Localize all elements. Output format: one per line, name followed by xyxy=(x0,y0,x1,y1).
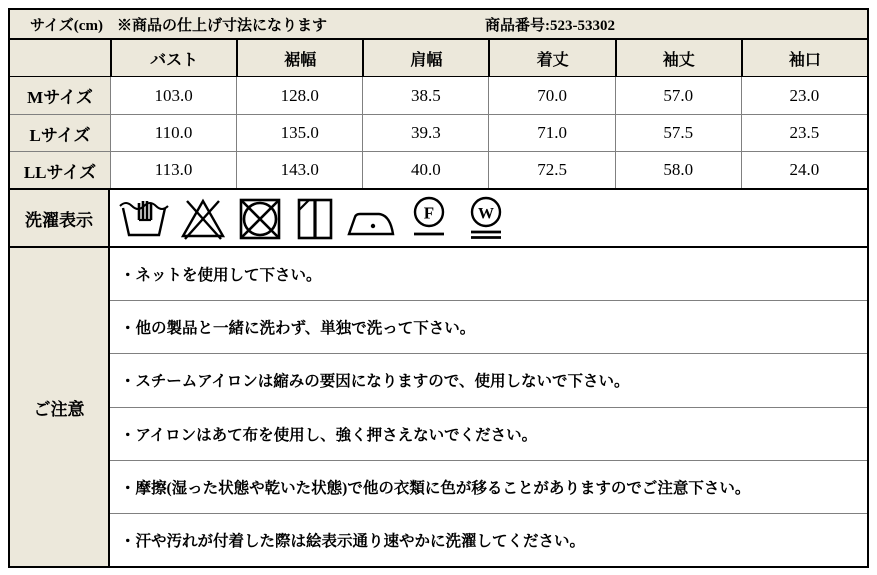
table-cell: 57.0 xyxy=(615,77,741,114)
table-cell: 38.5 xyxy=(362,77,488,114)
caution-item: ・アイロンはあて布を使用し、強く押さえないでください。 xyxy=(110,407,867,460)
hand-wash-icon xyxy=(118,193,170,243)
caution-item: ・スチームアイロンは縮みの要因になりますので、使用しないで下さい。 xyxy=(110,353,867,406)
iron-low-heat-icon xyxy=(346,193,396,243)
column-header-sleeve-length: 袖丈 xyxy=(615,40,741,77)
table-cell: 71.0 xyxy=(488,114,614,151)
table-cell: 113.0 xyxy=(110,151,236,188)
line-dry-in-shade-icon xyxy=(293,193,337,243)
dry-clean-letter: F xyxy=(423,203,435,223)
wet-clean-letter: W xyxy=(478,205,494,223)
row-label-l: Lサイズ xyxy=(10,114,110,151)
caution-item: ・他の製品と一緒に洗わず、単独で洗って下さい。 xyxy=(110,300,867,353)
size-spec-sheet xyxy=(8,8,869,568)
laundry-symbols-row xyxy=(10,188,867,248)
caution-label: ご注意 xyxy=(10,248,110,566)
caution-list xyxy=(110,248,867,566)
finished-measurement-note: ※商品の仕上げ寸法になります xyxy=(116,17,327,34)
table-cell: 57.5 xyxy=(615,114,741,151)
table-cell: 58.0 xyxy=(615,151,741,188)
caution-item: ・汗や汚れが付着した際は絵表示通り速やかに洗濯してください。 xyxy=(110,513,867,566)
size-table xyxy=(10,40,867,188)
table-cell: 135.0 xyxy=(236,114,362,151)
row-label-ll: LLサイズ xyxy=(10,151,110,188)
do-not-bleach-icon xyxy=(179,193,227,243)
table-cell: 40.0 xyxy=(362,151,488,188)
column-header-bust: バスト xyxy=(110,40,236,77)
column-header-cuff: 袖口 xyxy=(741,40,867,77)
dry-clean-petroleum-gentle-icon xyxy=(405,193,453,243)
table-cell: 110.0 xyxy=(110,114,236,151)
table-cell: 23.5 xyxy=(741,114,867,151)
caution-item: ・摩擦(湿った状態や乾いた状態)で他の衣類に色が移ることがありますのでご注意下さい。 xyxy=(110,460,867,513)
table-cell: 39.3 xyxy=(362,114,488,151)
column-header-shoulder-width: 肩幅 xyxy=(362,40,488,77)
table-cell: 103.0 xyxy=(110,77,236,114)
table-corner-cell xyxy=(10,40,110,77)
table-cell: 70.0 xyxy=(488,77,614,114)
table-cell: 24.0 xyxy=(741,151,867,188)
column-header-length: 着丈 xyxy=(488,40,614,77)
do-not-tumble-dry-icon xyxy=(236,193,284,243)
title-bar xyxy=(10,10,867,40)
table-cell: 23.0 xyxy=(741,77,867,114)
laundry-symbols-label: 洗濯表示 xyxy=(10,190,110,246)
table-cell: 143.0 xyxy=(236,151,362,188)
caution-section xyxy=(10,248,867,566)
table-cell: 128.0 xyxy=(236,77,362,114)
product-number: 商品番号:523-53302 xyxy=(485,17,615,34)
wet-clean-very-gentle-icon xyxy=(462,193,510,243)
row-label-m: Mサイズ xyxy=(10,77,110,114)
size-unit-label: サイズ(cm) xyxy=(30,17,103,34)
column-header-hem-width: 裾幅 xyxy=(236,40,362,77)
laundry-symbols xyxy=(110,190,867,246)
table-cell: 72.5 xyxy=(488,151,614,188)
caution-item: ・ネットを使用して下さい。 xyxy=(120,267,322,285)
